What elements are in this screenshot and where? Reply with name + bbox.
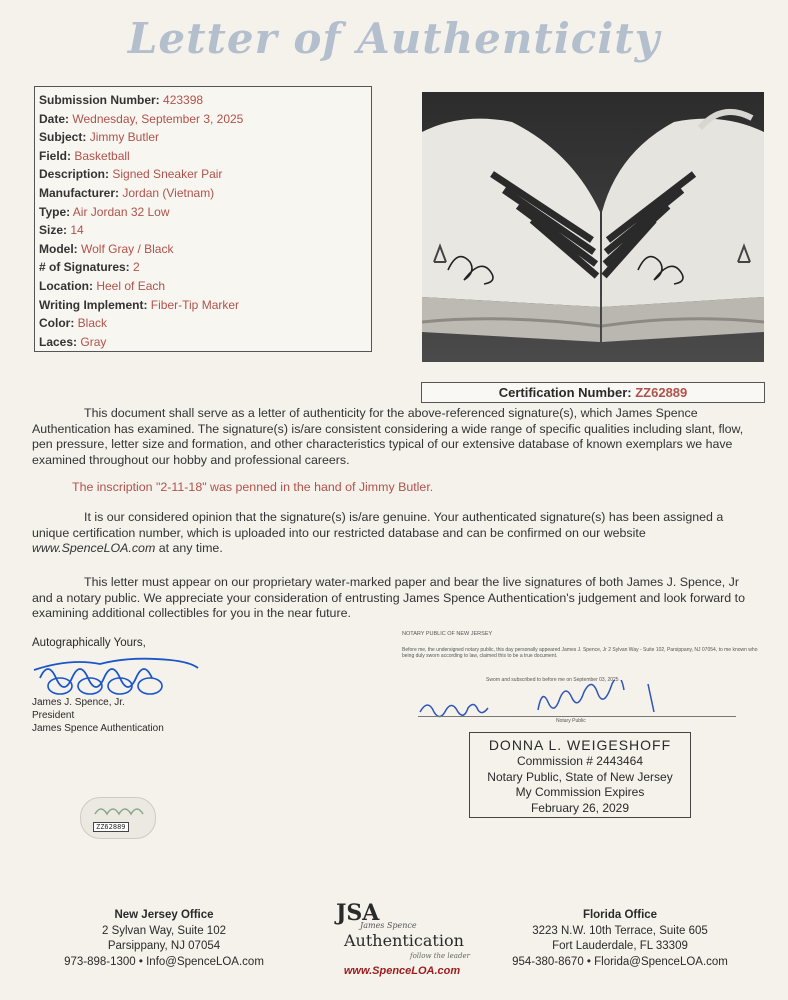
notary-sworn-text: Sworn and subscribed to before me on September 03, 2025 xyxy=(486,677,619,683)
nj-address-line1: 2 Sylvan Way, Suite 102 xyxy=(101,924,226,937)
detail-row: Description: Signed Sneaker Pair xyxy=(39,167,223,182)
detail-row: Date: Wednesday, September 3, 2025 xyxy=(39,111,244,126)
detail-row: Writing Implement: Fiber-Tip Marker xyxy=(39,297,240,312)
logo-website: www.SpenceLOA.com xyxy=(343,965,461,977)
notary-text: Before me, the undersigned notary public, this day personally appeared James J. Spence, Jr 2 Sylvan Way - Suite 102, Parsippany, NJ 07054, to me known who being duly sworn according to law, claimed this to be a true document. xyxy=(402,647,758,660)
signer-block xyxy=(32,696,164,735)
svg-text:JSA: JSA xyxy=(336,900,380,926)
fl-address-line1: 3223 N.W. 10th Terrace, Suite 605 xyxy=(532,924,708,937)
detail-row: Subject: Jimmy Butler xyxy=(39,130,160,145)
new-jersey-office xyxy=(38,908,290,970)
commission-number: Commission # 2443464 xyxy=(516,754,644,768)
nj-office-heading: New Jersey Office xyxy=(114,909,214,921)
authenticity-paragraph: This document shall serve as a letter of authenticity for the above-referenced signature(s), which James Spence Authentication has examined. The signature(s) is/are consistent considering a wide range of specific qualities including slant, flow, pen pressure, letter size and formation, and other characteristics typical of our extensive database of known exemplars we have examined throughout our hobby and professional careers. xyxy=(32,406,744,467)
paper-requirement-paragraph: This letter must appear on our proprietary water-marked paper and bear the live signatures of both James J. Spence, Jr and a notary public. We appreciate your consideration of entrusting James Spence Authentication's judgement and look forward to examining additional collectibles for you in the near future. xyxy=(32,575,745,621)
signer-name: James J. Spence, Jr. xyxy=(32,697,125,708)
signer-company: James Spence Authentication xyxy=(32,723,164,734)
commission-expires-label: My Commission Expires xyxy=(515,785,645,799)
nj-contact: 973-898-1300 • Info@SpenceLOA.com xyxy=(64,955,264,968)
notary-public-label: Notary Public xyxy=(556,718,586,724)
sneaker-illustration xyxy=(422,92,764,362)
certification-number-box xyxy=(421,382,765,403)
fl-office-heading: Florida Office xyxy=(582,909,658,921)
notary-signature-line xyxy=(418,716,736,717)
inscription-note: The inscription "2-11-18" was penned in the hand of Jimmy Butler. xyxy=(72,480,434,494)
sticker-logo-icon xyxy=(91,802,145,820)
opinion-paragraph: It is our considered opinion that the signature(s) is/are genuine. Your authenticated signature(s) has been assigned a unique certification number, which is uploaded into our restricted database and can be confirmed on our website www.SpenceLOA.com at any time. xyxy=(32,510,724,556)
nj-address-line2: Parsippany, NJ 07054 xyxy=(107,940,221,952)
fl-address-line2: Fort Lauderdale, FL 33309 xyxy=(552,940,688,952)
signer-title: President xyxy=(32,710,75,721)
detail-row: Type: Air Jordan 32 Low xyxy=(39,204,170,219)
detail-row: Location: Heel of Each xyxy=(39,278,166,293)
detail-row: Laces: Gray xyxy=(39,334,107,349)
president-signature xyxy=(30,652,202,698)
sneaker-photo xyxy=(422,92,764,362)
detail-row: Field: Basketball xyxy=(39,148,130,163)
notary-stamp xyxy=(469,732,691,818)
fl-contact: 954-380-8670 • Florida@SpenceLOA.com xyxy=(512,955,728,968)
website-text: www.SpenceLOA.com xyxy=(32,541,156,556)
svg-text:Authentication: Authentication xyxy=(344,931,464,950)
notary-signature xyxy=(418,680,678,720)
commission-expires-date: February 26, 2029 xyxy=(530,800,630,815)
detail-row: # of Signatures: 2 xyxy=(39,260,140,275)
hologram-sticker xyxy=(80,797,156,839)
svg-text:James Spence: James Spence xyxy=(360,921,417,930)
svg-text:follow the leader: follow the leader xyxy=(410,952,470,960)
notary-heading: NOTARY PUBLIC OF NEW JERSEY xyxy=(402,631,493,637)
notary-state: Notary Public, State of New Jersey xyxy=(487,769,673,784)
detail-row: Size: 14 xyxy=(39,223,84,238)
detail-row: Color: Black xyxy=(39,316,108,331)
detail-row: Manufacturer: Jordan (Vietnam) xyxy=(39,185,215,200)
detail-row: Submission Number: 423398 xyxy=(39,93,204,107)
certification-label: Certification Number: xyxy=(498,385,632,400)
certification-number: ZZ62889 xyxy=(635,385,688,400)
closing-text: Autographically Yours, xyxy=(32,637,146,649)
notary-name: DONNA L. WEIGESHOFF xyxy=(488,737,672,753)
florida-office xyxy=(490,908,750,970)
letter-title: Letter of Authenticity xyxy=(127,14,661,63)
sticker-number: ZZ62889 xyxy=(93,822,129,832)
item-details-box xyxy=(34,86,372,352)
detail-row: Model: Wolf Gray / Black xyxy=(39,241,174,256)
